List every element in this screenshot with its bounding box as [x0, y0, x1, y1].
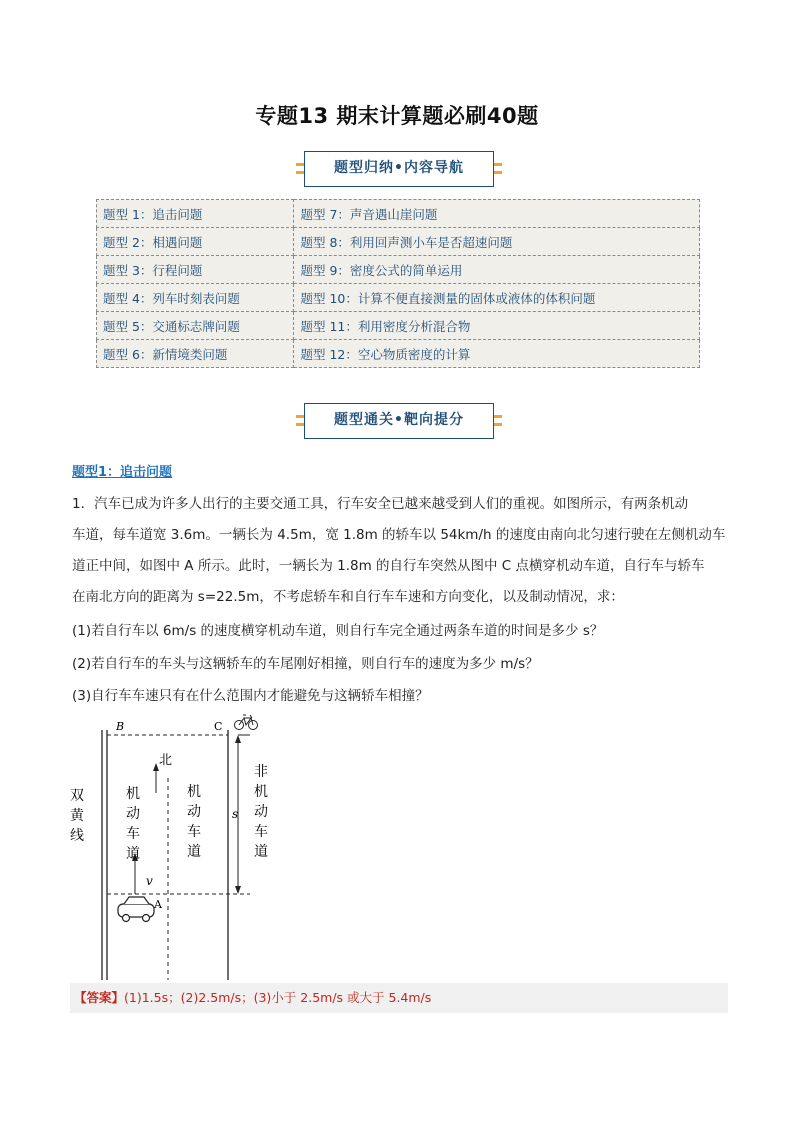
question-2: (2)若自行车的车头与这辆轿车的车尾刚好相撞，则自行车的速度为多少 m/s？	[72, 656, 539, 672]
nav-cell[interactable]: 题型 6：新情境类问题	[97, 340, 294, 368]
nav-cell[interactable]: 题型 8：利用回声测小车是否超速问题	[294, 228, 700, 256]
lane1-char: 车	[126, 826, 140, 842]
answer-text: (1)1.5s；(2)2.5m/s；(3)小于 2.5m/s 或大于 5.4m/s	[124, 990, 432, 1005]
lane1-char: 道	[126, 846, 140, 862]
section-heading[interactable]: 题型1：追击问题	[72, 465, 173, 480]
yellow-line-char: 线	[70, 828, 84, 844]
nav-cell[interactable]: 题型 2：相遇问题	[97, 228, 294, 256]
label-v: v	[146, 874, 153, 888]
topic-navigation-table	[96, 199, 700, 368]
nav-cell[interactable]: 题型 4：列车时刻表问题	[97, 284, 294, 312]
section-banner-practice	[296, 403, 502, 439]
car-icon	[118, 897, 154, 922]
lane2-char: 车	[187, 824, 201, 840]
nonmotor-char: 动	[254, 804, 268, 820]
yellow-line-char: 黄	[70, 808, 84, 824]
nav-cell[interactable]: 题型 7：声音遇山崖问题	[294, 200, 700, 228]
question-3: (3)自行车车速只有在什么范围内才能避免与这辆轿车相撞？	[72, 688, 429, 704]
problem-line: 在南北方向的距离为 s=22.5m，不考虑轿车和自行车车速和方向变化，以及制动情况，求：	[72, 589, 624, 605]
problem-line: 1．汽车已成为许多人出行的主要交通工具，行车安全已越来越受到人们的重视。如图所示，有两条机动	[72, 496, 689, 512]
nav-cell[interactable]: 题型 10：计算不便直接测量的固体或液体的体积问题	[294, 284, 700, 312]
nav-cell[interactable]: 题型 12：空心物质密度的计算	[294, 340, 700, 368]
nav-cell[interactable]: 题型 3：行程问题	[97, 256, 294, 284]
label-c: C	[214, 720, 223, 733]
nonmotor-char: 非	[254, 764, 268, 780]
page-title: 专题13 期末计算题必刷40题	[255, 104, 539, 128]
yellow-line-char: 双	[70, 788, 84, 804]
problem-text	[72, 489, 732, 613]
lane2-char: 动	[187, 804, 201, 820]
label-s: s	[232, 807, 239, 821]
nonmotor-char: 道	[254, 844, 268, 860]
answer-tag: 【答案】	[74, 990, 125, 1005]
label-north: 北	[159, 753, 173, 768]
table-row	[97, 256, 700, 284]
nav-cell[interactable]: 题型 5：交通标志牌问题	[97, 312, 294, 340]
lane2-char: 道	[187, 844, 201, 860]
nonmotor-char: 车	[254, 824, 268, 840]
bicycle-icon	[235, 715, 258, 730]
label-a: A	[154, 898, 162, 911]
road-diagram	[60, 708, 290, 988]
table-row	[97, 340, 700, 368]
banner-label: 题型通关•靶向提分	[304, 403, 494, 439]
label-b: B	[116, 720, 125, 733]
table-row	[97, 200, 700, 228]
lane2-char: 机	[187, 784, 201, 800]
lane1-char: 机	[126, 786, 140, 802]
table-row	[97, 228, 700, 256]
nav-cell[interactable]: 题型 9：密度公式的简单运用	[294, 256, 700, 284]
question-1: (1)若自行车以 6m/s 的速度横穿机动车道，则自行车完全通过两条车道的时间是多少 s？	[72, 623, 604, 639]
nonmotor-char: 机	[254, 784, 268, 800]
lane1-char: 动	[126, 806, 140, 822]
table-row	[97, 284, 700, 312]
answer-box	[70, 983, 728, 1013]
banner-label: 题型归纳•内容导航	[304, 151, 494, 187]
problem-line: 道正中间，如图中 A 所示。此时，一辆长为 1.8m 的自行车突然从图中 C 点横穿机动车道，自行车与轿车	[72, 558, 705, 574]
section-banner-navigation	[296, 151, 502, 187]
problem-line: 车道，每车道宽 3.6m。一辆长为 4.5m，宽 1.8m 的轿车以 54km/h 的速度由南向北匀速行驶在左侧机动车	[72, 527, 726, 543]
table-row	[97, 312, 700, 340]
nav-cell[interactable]: 题型 1：追击问题	[97, 200, 294, 228]
nav-cell[interactable]: 题型 11：利用密度分析混合物	[294, 312, 700, 340]
